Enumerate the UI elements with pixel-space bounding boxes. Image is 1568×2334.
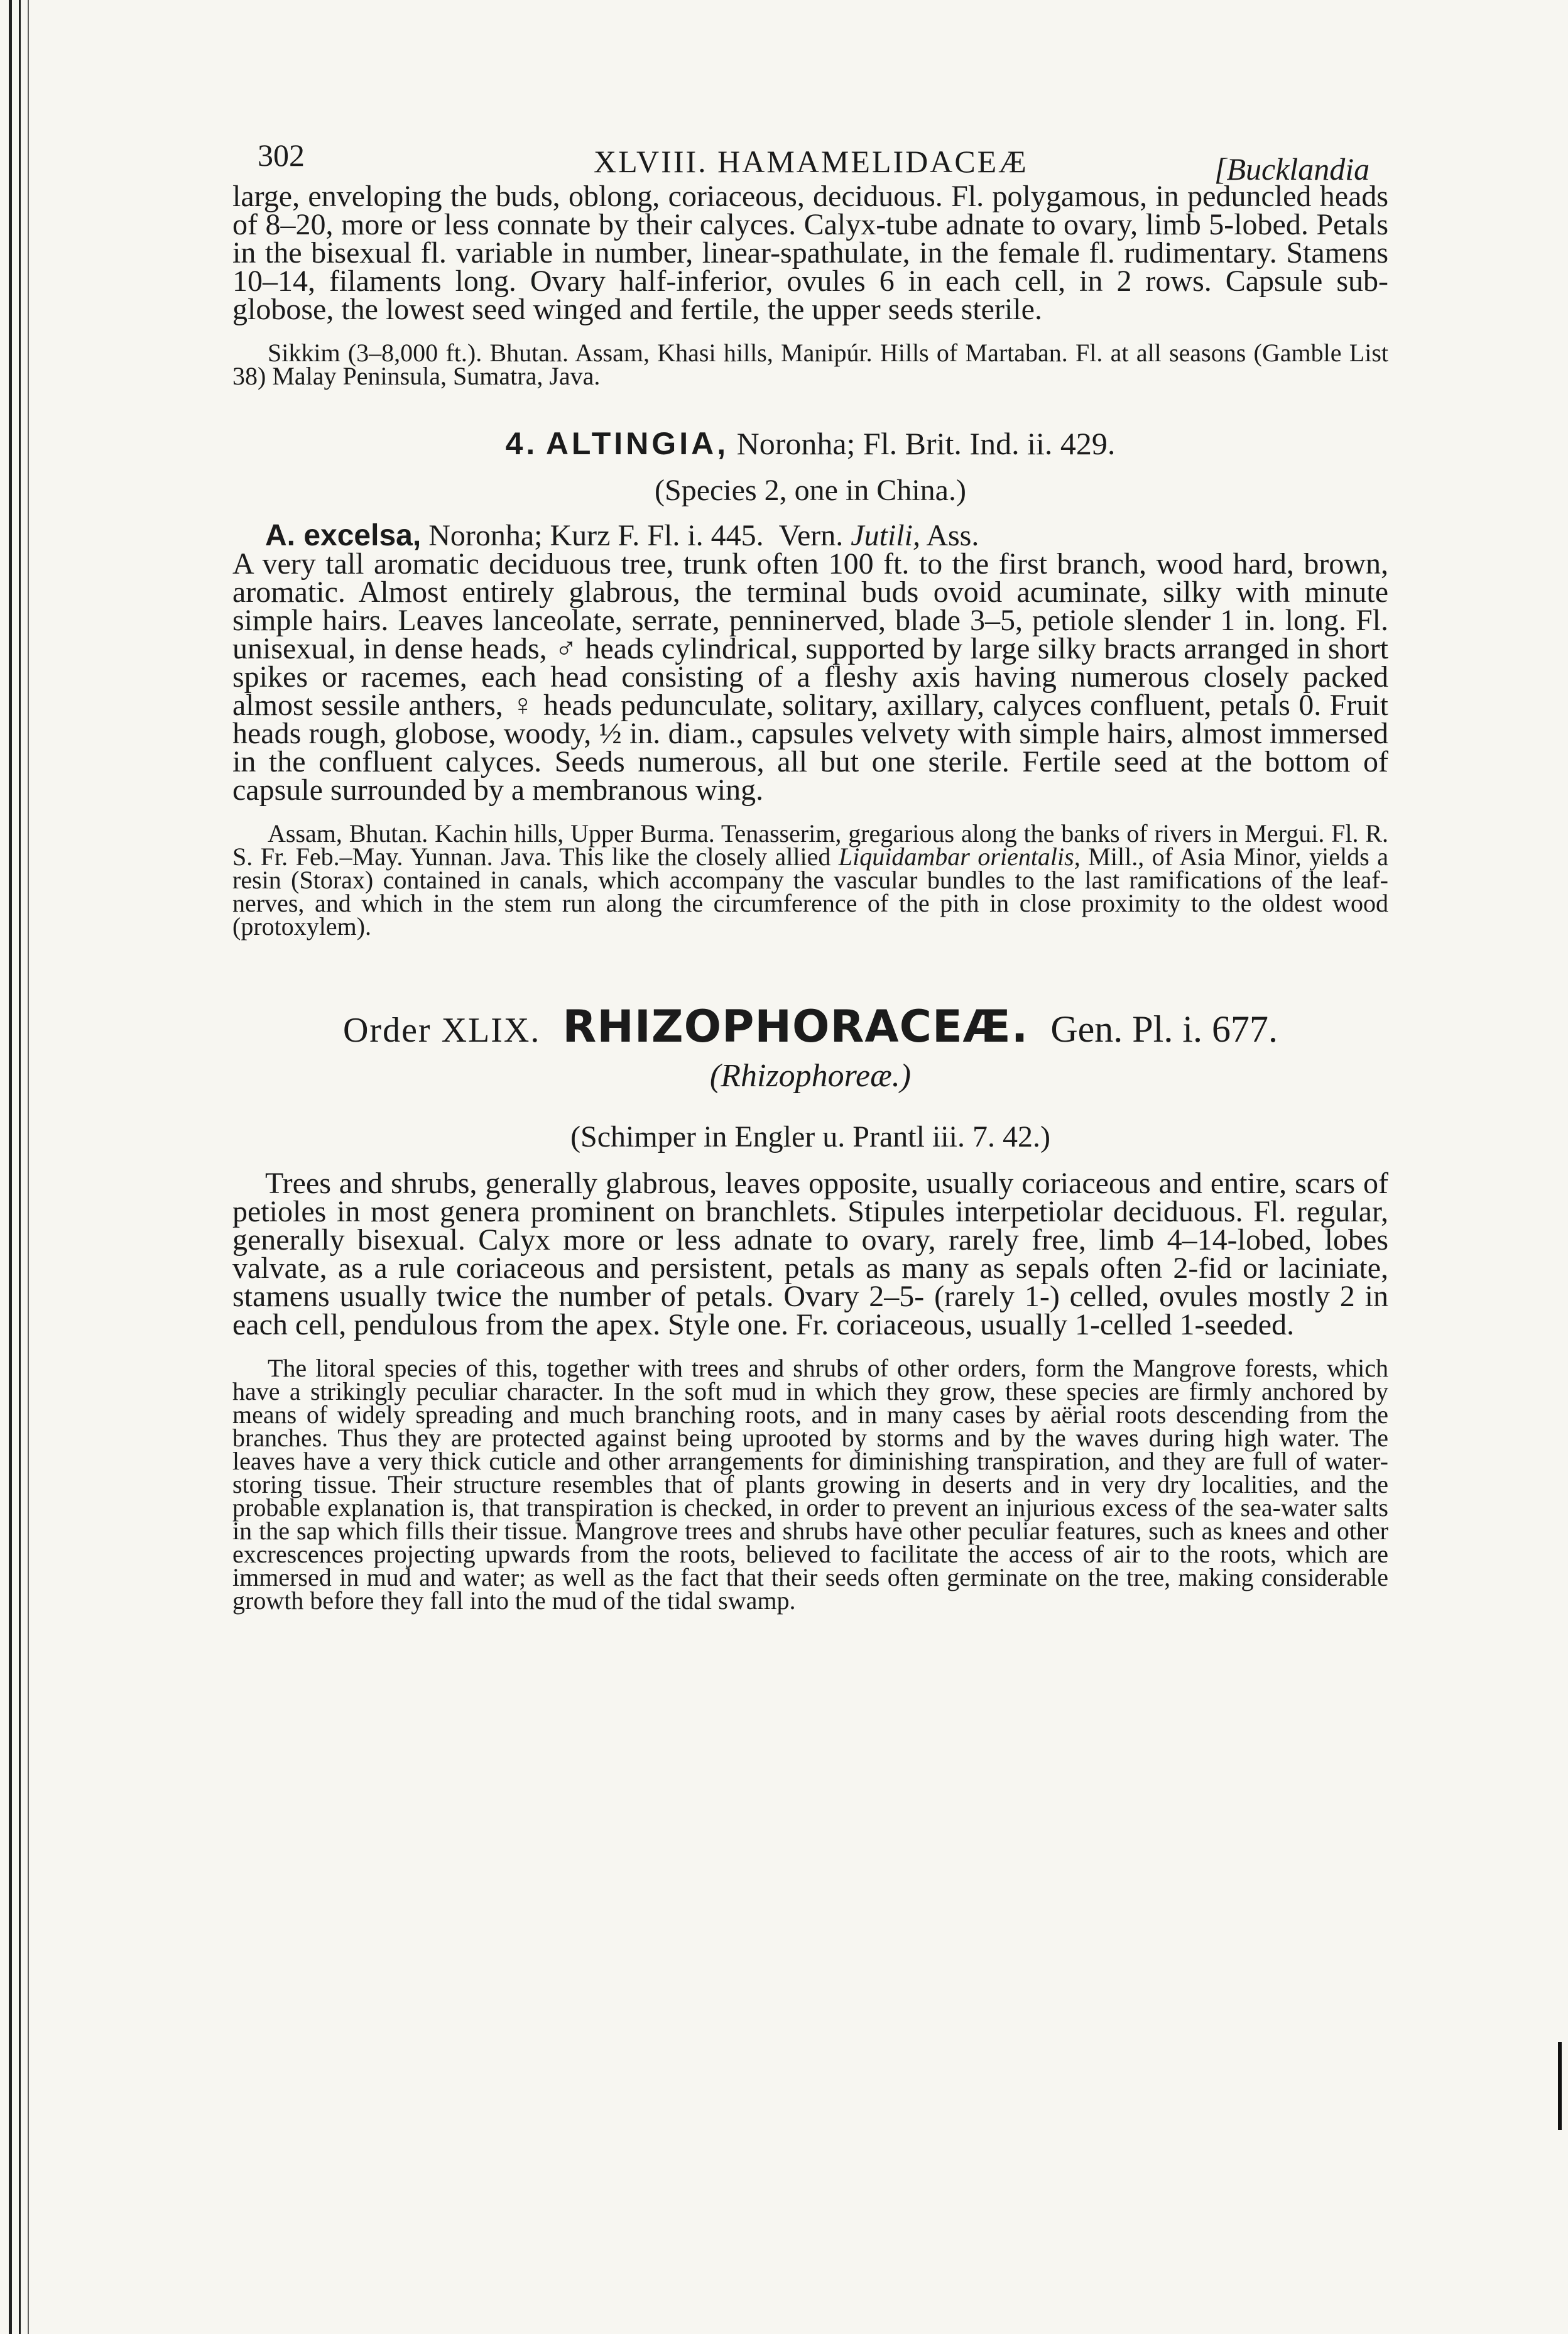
scan-edge-mark — [1558, 2042, 1562, 2130]
running-title: XLVIII. HAMAMELIDACEÆ — [594, 144, 1028, 179]
species-notes-a: Assam, Bhutan. Kachin hills, Upper Burma. Tenasserim, gregarious along the banks of rivers in Mergui. Fl. R. S. Fr. Feb.–May. Yunnan. Java. This like the closely allied — [232, 819, 1388, 871]
page-number: 302 — [258, 138, 305, 173]
species-notes-b: Mill., of Asia Minor, yields a resin (Storax) contained in canals, which accompany the vascular bundles to the last ramifications of the leaf-nerves, and which in the stem run along the circumference of the pith in close proximity to the oldest wood (protoxylem). — [232, 843, 1389, 941]
species-description: A very tall aromatic deciduous tree, trunk often 100 ft. to the first branch, wood hard, brown, aromatic. Almost entirely glabrous, the terminal buds ovoid acuminate, silky with minute simple hairs. Leaves lanceolate, serrate, penninerved, blade 3–5, petiole slender 1 in. long. Fl. unisexual, in dense heads, ♂ heads cylindrical, supported by large silky bracts arranged in short spikes or racemes, each head consisting of a fleshy axis having numerous closely packed almost sessile anthers, ♀ heads pedunculate, solitary, axillary, calyces confluent, petals 0. Fruit heads rough, globose, woody, ½ in. diam., capsules velvety with simple hairs, almost immersed in the confluent calyces. Seeds numerous, all but one sterile. Fertile seed at the bottom of capsule surrounded by a membranous wing. — [232, 547, 1388, 807]
order-description: Trees and shrubs, generally glabrous, leaves opposite, usually coriaceous and entire, scars of petioles in most genera prominent on branchlets. Stipules interpetiolar deciduous. Fl. regular, generally bisexual. Calyx more or less adnate to ovary, rarely free, limb 4–14-lobed, lobes valvate, as a rule coriaceous and persistent, petals as many as sepals often 2-fid or laciniate, stamens usually twice the number of petals. Ovary 2–5- (rarely 1-) celled, ovules mostly 2 in each cell, pendulous from the apex. Style one. Fr. coriaceous, usually 1-celled 1-seeded. — [232, 1167, 1388, 1341]
genus-number: 4. — [505, 426, 538, 461]
running-genus: [Bucklandia — [1214, 151, 1370, 187]
page — [232, 126, 1389, 1615]
genus-name: ALTINGIA, — [545, 426, 729, 461]
species-heading — [265, 521, 1388, 550]
order-reference: Gen. Pl. i. 677. — [1050, 1008, 1278, 1050]
vernacular-label: Vern. — [778, 519, 844, 552]
page-header — [232, 126, 1388, 187]
species-count: (Species 2, one in China.) — [655, 474, 966, 507]
order-label: Order XLIX. — [342, 1011, 541, 1050]
species-authority: Noronha; Kurz F. Fl. i. 445. — [428, 519, 764, 552]
order-alt-name: (Rhizophoreæ.) — [709, 1058, 912, 1094]
bucklandia-distribution: Sikkim (3–8,000 ft.). Bhutan. Assam, Khasi hills, Manipúr. Hills of Martaban. Fl. at all seasons (Gamble List 38) Malay Peninsula, Sumatra, Java. — [232, 339, 1388, 390]
genus-heading — [232, 425, 1388, 462]
genus-reference: Noronha; Fl. Brit. Ind. ii. 429. — [736, 426, 1116, 461]
order-heading — [232, 1001, 1388, 1052]
order-name: RHIZOPHORACEÆ. — [562, 1001, 1029, 1052]
bucklandia-description: large, enveloping the buds, oblong, coriaceous, deciduous. Fl. polygamous, in peduncled heads of 8–20, more or less connate by their calyces. Calyx-tube adnate to ovary, limb 5-lobed. Petals in the bisexual fl. variable in number, linear-spathulate, in the female fl. rudimentary. Stamens 10–14, filaments long. Ovary half-inferior, ovules 6 in each cell, in 2 rows. Capsule sub-globose, the lowest seed winged and fertile, the upper seeds sterile. — [232, 180, 1388, 326]
species-notes-taxon: Liquidambar orientalis, — [838, 843, 1081, 871]
species-name: A. excelsa, — [265, 519, 422, 552]
order-notes: The litoral species of this, together with trees and shrubs of other orders, form the Mangrove forests, which have a strikingly peculiar character. In the soft mud in which they grow, these species are firmly anchored by means of widely spreading and much branching roots, and in many cases by aërial roots descending from the branches. Thus they are protected against being uprooted by storms and by the waves during high water. The leaves have a very thick cuticle and other arrangements for diminishing transpiration, and they are full of water-storing tissue. Their structure resembles that of plants growing in deserts and in very dry localities, and the probable explanation is, that transpiration is checked, in order to prevent an injurious excess of the sea-water salts in the sap which fills their tissue. Mangrove trees and shrubs have other peculiar features, such as knees and other excrescences projecting upwards from the roots, believed to facilitate the access of air to the roots, which are immersed in mud and water; as well as the fact that their seeds often germinate on the tree, making considerable growth before they fall into the mud of the tidal swamp. — [232, 1354, 1388, 1615]
order-citation: (Schimper in Engler u. Prantl iii. 7. 42.) — [570, 1120, 1050, 1153]
vernacular-name: Jutili, — [851, 519, 920, 552]
vernacular-language: Ass. — [926, 519, 979, 552]
species-notes — [232, 819, 1389, 941]
scan-binding-edge — [0, 0, 39, 2334]
